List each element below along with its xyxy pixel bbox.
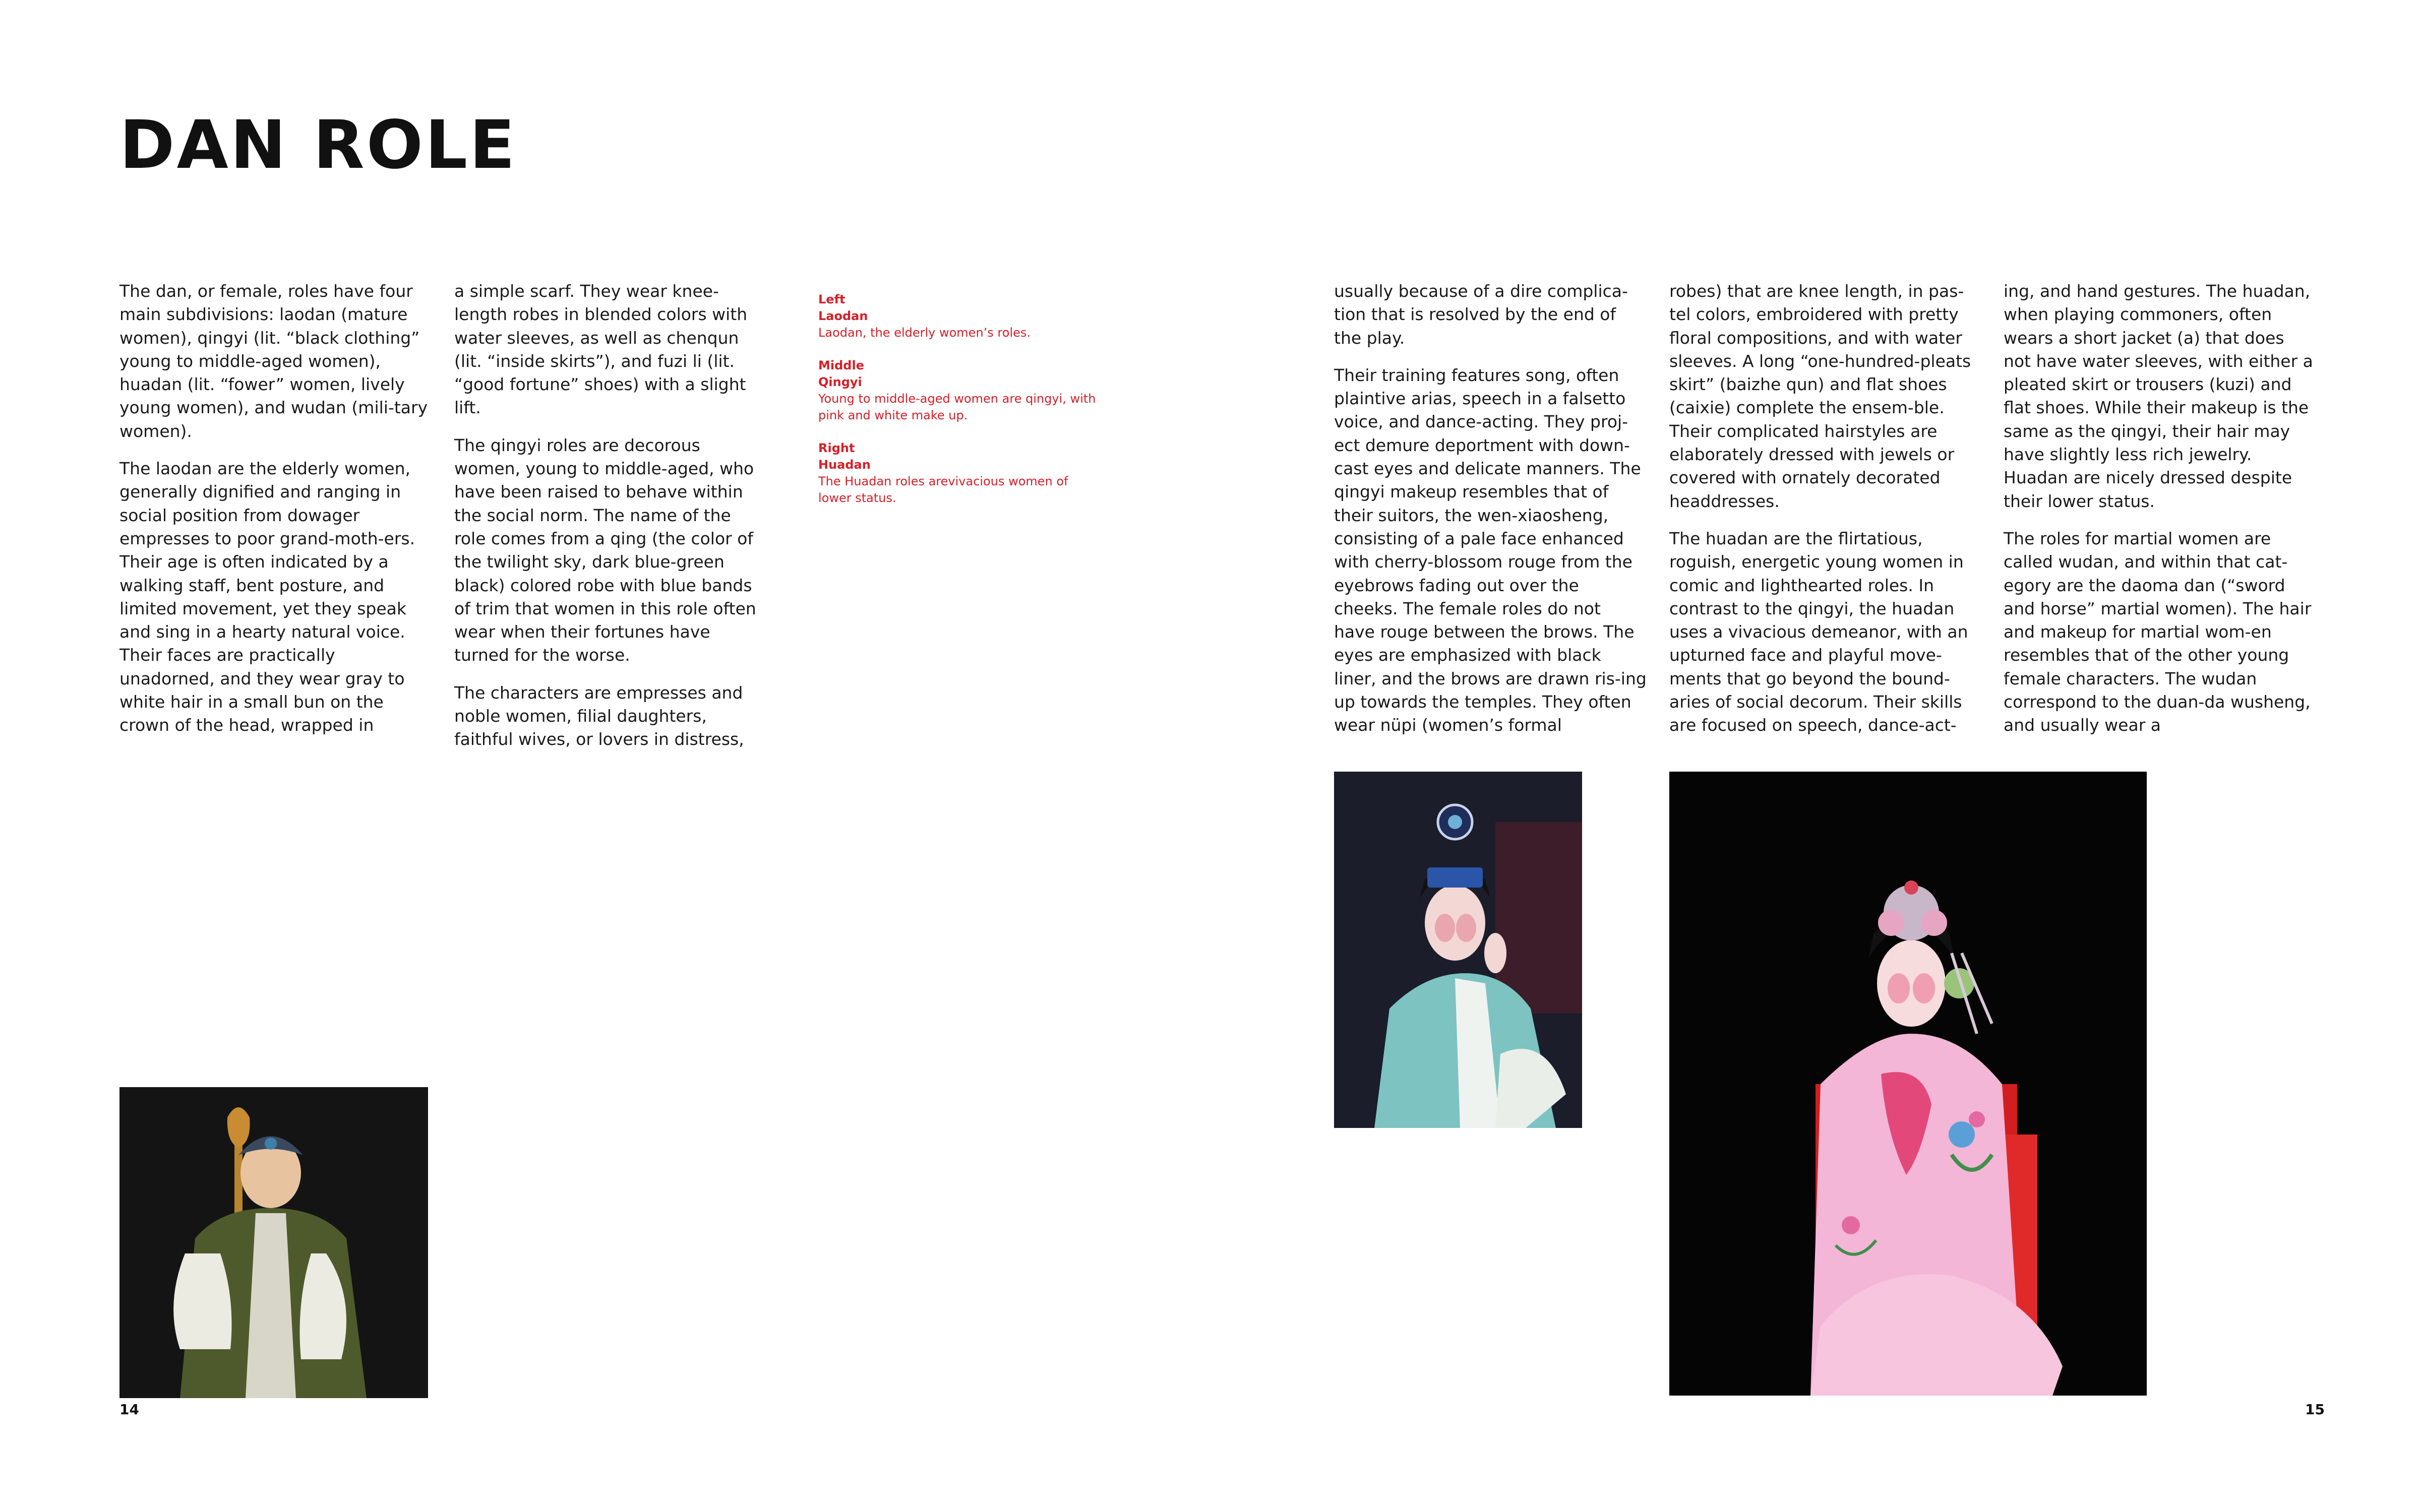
right-column-3 bbox=[2004, 280, 2316, 737]
paragraph: The roles for martial women are called wudan, and within that cat-egory are the daoma dan (“sword and horse” martial women). The hair and makeup for martial wom-en resembles that of the other young female characters. The wudan correspond to the duan-da wusheng, and usually wear a bbox=[2004, 528, 2312, 735]
paragraph: The laodan are the elderly women, generally dignified and ranging in social position from dowager empresses to poor grand-moth-ers. Their age is often indicated by a walking staff, bent posture, and limited movement, yet they speak and sing in a hearty natural voice. Their faces are practically unadorned, and they wear gray to white hair in a small bun on the crown of the head, wrapped in bbox=[119, 459, 415, 735]
right-column-2 bbox=[1669, 280, 1982, 737]
caption-text: Laodan, the elderly women’s roles. bbox=[818, 326, 1031, 340]
paragraph: robes) that are knee length, in pas-tel colors, embroidered with pretty floral compositions, and with water sleeves. A long “one-hundred-pleats skirt” (baizhe qun) and flat shoes (caixie) complete the ensem-ble. Their complicated hairstyles are elaborately dressed with jewels or covered with ornately decorated headdresses. bbox=[1669, 281, 1971, 511]
caption-left bbox=[818, 291, 1101, 341]
caption-role-name: Qingyi bbox=[818, 375, 862, 389]
caption-role-name: Laodan bbox=[818, 309, 868, 323]
qingyi-photo bbox=[1334, 772, 1582, 1128]
page-number-left: 14 bbox=[119, 1401, 139, 1418]
caption-text: The Huadan roles arevivacious women of lower status. bbox=[818, 474, 1068, 505]
huadan-illustration bbox=[1669, 772, 2147, 1396]
caption-text: Young to middle-aged women are qingyi, with pink and white make up. bbox=[818, 392, 1096, 422]
laodan-photo bbox=[119, 1087, 428, 1398]
caption-position: Right bbox=[818, 441, 855, 455]
laodan-illustration bbox=[119, 1087, 428, 1398]
caption-middle bbox=[818, 357, 1101, 424]
paragraph: a simple scarf. They wear knee-length robes in blended colors with water sleeves, as well as chenqun (lit. “inside skirts”), and fuzi li (lit. “good fortune” shoes) with a slight lift. bbox=[454, 281, 748, 418]
page-number-right: 15 bbox=[2305, 1401, 2325, 1418]
photo-captions bbox=[818, 291, 1101, 523]
paragraph: ing, and hand gestures. The huadan, when playing commoners, often wears a short jacket (a) that does not have water sleeves, with either a pleated skirt or trousers (kuzi) and flat shoes. While their makeup is the same as the qingyi, their hair may have slightly less rich jewelry. Huadan are nicely dressed despite their lower status. bbox=[2004, 281, 2313, 511]
caption-right bbox=[818, 440, 1101, 507]
qingyi-illustration bbox=[1334, 772, 1582, 1128]
paragraph: The dan, or female, roles have four main subdivisions: laodan (mature women), qingyi (lit. “black clothing” young to middle-aged women), huadan (lit. “fower” women, lively young women), and wudan (mili-tary women). bbox=[119, 281, 428, 441]
huadan-photo bbox=[1669, 772, 2147, 1396]
paragraph: The characters are empresses and noble women, filial daughters, faithful wives, or lovers in distress, bbox=[454, 682, 744, 749]
page-title: DAN ROLE bbox=[119, 106, 517, 184]
right-column-1 bbox=[1334, 280, 1647, 737]
left-column-2 bbox=[454, 280, 767, 751]
caption-position: Middle bbox=[818, 358, 864, 372]
caption-role-name: Huadan bbox=[818, 458, 871, 472]
paragraph: The qingyi roles are decorous women, young to middle-aged, who have been raised to behave within the social norm. The name of the role comes from a qing (the color of the twilight sky, dark blue-green black) colored robe with blue bands of trim that women in this role often wear when their fortunes have turned for the worse. bbox=[454, 435, 756, 665]
left-column-1 bbox=[119, 280, 432, 737]
caption-position: Left bbox=[818, 292, 845, 306]
paragraph: Their training features song, often plaintive arias, speech in a falsetto voice, and dance-acting. They proj-ect demure deportment with down-cast eyes and delicate manners. The qingyi makeup resembles that of their suitors, the wen-xiaosheng, consisting of a pale face enhanced with cherry-blossom rouge from the eyebrows fading out over the cheeks. The female roles do not have rouge between the brows. The eyes are emphasized with black liner, and the brows are drawn ris-ing up towards the temples. They often wear nüpi (women’s formal bbox=[1334, 365, 1647, 735]
paragraph: The huadan are the flirtatious, roguish, energetic young women in comic and lighthearted roles. In contrast to the qingyi, the huadan uses a vivacious demeanor, with an upturned face and playful move-ments that go beyond the bound-aries of social decorum. Their skills are focused on speech, dance-act- bbox=[1669, 528, 1968, 735]
paragraph: usually because of a dire complica-tion that is resolved by the end of the play. bbox=[1334, 281, 1628, 348]
